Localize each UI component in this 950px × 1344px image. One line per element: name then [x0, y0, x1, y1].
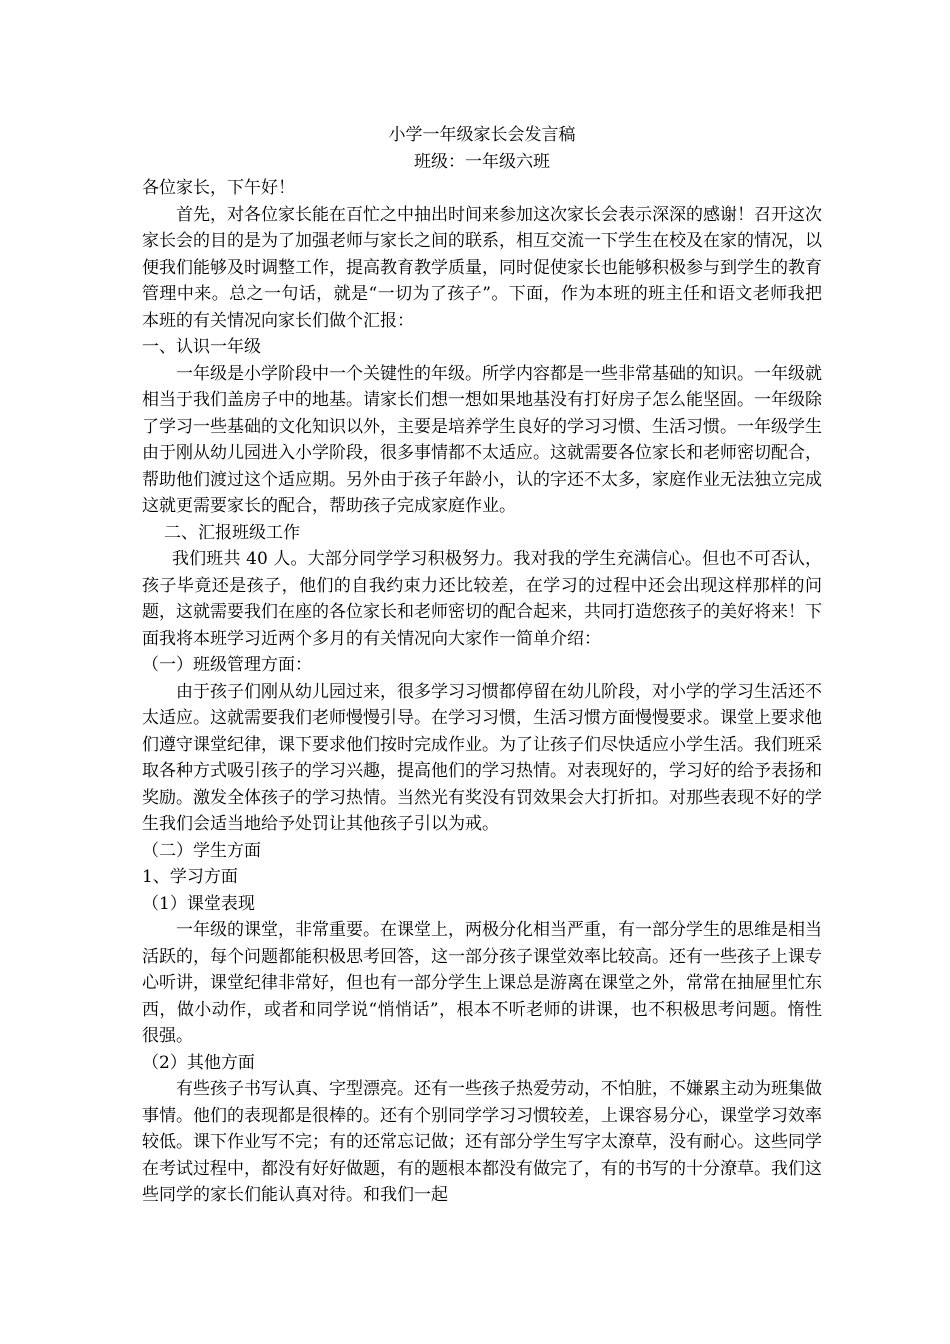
section-heading-1: 一、认识一年级 [142, 337, 261, 357]
subsection-heading-other: （2）其他方面 [142, 1052, 255, 1073]
document-subtitle: 班级：一年级六班 [414, 151, 550, 172]
subsection-heading-students: （二）学生方面 [142, 840, 261, 861]
document-title: 小学一年级家长会发言稿 [388, 125, 576, 145]
paragraph-class-management: 由于孩子们刚从幼儿园过来，很多学习习惯都停留在幼儿阶段，对小学的学习生活还不太适应。这就需要我们老师慢慢引导。在学习习惯，生活习惯方面慢慢要求。课堂上要求他们遵守课堂纪律，课下要求他们按时完成作业。为了让孩子们尽快适应小学生活。我们班采取各种方式吸引孩子的学习兴趣，提高他们的学习热情。对表现好的，学习好的给予表扬和奖励。激发全体孩子的学习热情。当然光有奖没有罚效果会大打折扣。对那些表现不好的学生我们会适当地给予处罚让其他孩子引以为戒。 [142, 681, 822, 834]
paragraph-class-report: 我们班共 40 人。大部分同学学习积极努力。我对我的学生充满信心。但也不可否认，孩子毕竟还是孩子，他们的自我约束力还比较差，在学习的过程中还会出现这样那样的问题，这就需要我们在座的各位家长和老师密切的配合起来，共同打造您孩子的美好将来！下面我将本班学习近两个多月的有关情况向大家作一简单介绍： [142, 549, 822, 649]
subsection-heading-class-management: （一）班级管理方面： [142, 655, 312, 675]
paragraph-first-grade: 一年级是小学阶段中一个关键性的年级。所学内容都是一些非常基础的知识。一年级就相当于我们盖房子中的地基。请家长们想一想如果地基没有打好房子怎么能坚固。一年级除了学习一些基础的文化知识以外，主要是培养学生良好的学习习惯、生活习惯。一年级学生由于刚从幼儿园进入小学阶段，很多事情都不太适应。这就需要各位家长和老师密切配合，帮助他们渡过这个适应期。另外由于孩子年龄小，认的字还不太多，家庭作业无法独立完成这就更需要家长的配合，帮助孩子完成家庭作业。 [142, 363, 822, 516]
section-heading-2: 二、汇报班级工作 [164, 522, 300, 543]
paragraph-intro: 首先，对各位家长能在百忙之中抽出时间来参加这次家长会表示深深的感谢！召开这次家长会的目的是为了加强老师与家长之间的联系，相互交流一下学生在校及在家的情况，以便我们能够及时调整工作，提高教育教学质量，同时促使家长也能够积极参与到学生的教育管理中来。总之一句话，就是“一切为了孩子”。下面，作为本班的班主任和语文老师我把本班的有关情况向家长们做个汇报： [142, 204, 822, 331]
greeting: 各位家长，下午好！ [142, 178, 295, 198]
document-page [142, 118, 822, 1209]
subsection-heading-classroom: （1）课堂表现 [142, 893, 255, 914]
paragraph-classroom: 一年级的课堂，非常重要。在课堂上，两极分化相当严重，有一部分学生的思维是相当活跃的，每个问题都能积极思考回答，这一部分孩子课堂效率比较高。还有一些孩子上课专心听讲，课堂纪律非常好，但也有一部分学生上课总是游离在课堂之外，常常在抽屉里忙东西，做小动作，或者和同学说“悄悄话”，根本不听老师的讲课，也不积极思考问题。惰性很强。 [142, 920, 822, 1046]
subsection-heading-study: 1、学习方面 [142, 867, 238, 887]
paragraph-other: 有些孩子书写认真、字型漂亮。还有一些孩子热爱劳动，不怕脏，不嫌累主动为班集做事情。他们的表现都是很棒的。还有个别同学学习习惯较差，上课容易分心，课堂学习效率较低。课下作业写不完；有的还常忘记做；还有部分学生写字太潦草，没有耐心。这些同学在考试过程中，都没有好好做题，有的题根本都没有做完了，有的书写的十分潦草。我们这些同学的家长们能认真对待。和我们一起 [142, 1079, 822, 1205]
